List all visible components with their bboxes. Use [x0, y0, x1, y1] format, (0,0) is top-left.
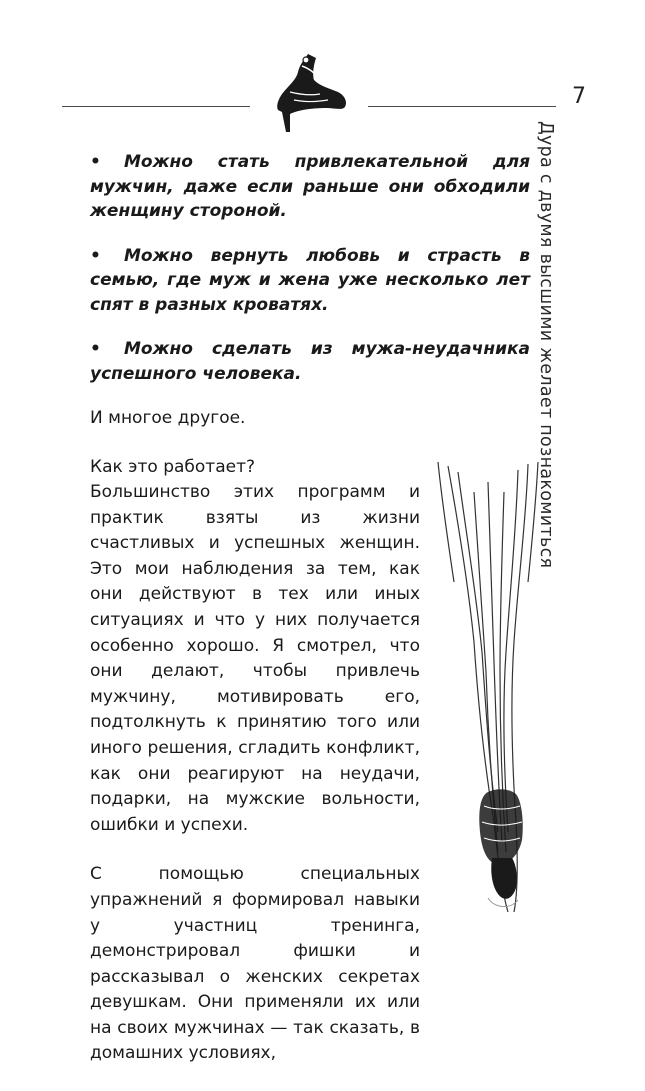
bullet-text: Можно сделать из мужа-неудачника успешного человека.: [90, 339, 530, 384]
main-text: [90, 150, 530, 503]
header-rule-left: [62, 106, 250, 107]
paragraph: Большинство этих программ и практик взяты из жизни счастливых и успешных женщин. Это мои наблюдения за тем, как они действуют в тех или иных ситуациях и что у них получается особенно хорошо. Я смотрел, что они делают, чтобы привлечь мужчину, мотивировать его, подтолкнуть к принятию того или иного решения, сгладить конфликт, как они реагируют на неудачи, подарки, на мужские вольности, ошибки и успехи.: [90, 482, 420, 835]
paragraph: С помощью специальных упражнений я формировал навыки у участниц тренинга, демонстрировал фишки и рассказывал о женских секретах девушкам. Они применяли их или на своих мужчинах — так сказать, в домашних условиях,: [90, 864, 420, 1064]
body-text: [90, 480, 420, 1091]
paragraph-how-it-works: Как это работает?: [90, 456, 255, 477]
legs-sketch-illustration: [418, 462, 558, 922]
paragraph-and-more: И многое другое.: [90, 408, 246, 428]
page-number: 7: [572, 84, 586, 109]
bullet-marker: •: [90, 245, 101, 266]
list-item: [90, 244, 530, 318]
header-rule-right: [368, 106, 556, 107]
bullet-text: Можно вернуть любовь и страсть в семью, где муж и жена уже несколько лет спят в разных кроватях.: [90, 245, 530, 315]
high-heel-shoe-icon: [268, 50, 352, 136]
running-title: Дура с двумя высшими желает познакомиться: [536, 121, 556, 569]
bullet-marker: •: [90, 152, 101, 172]
bullet-marker: •: [90, 339, 101, 359]
bullet-list: [90, 150, 530, 386]
bullet-text: Можно стать привлекательной для мужчин, даже если раньше они обходили женщину стороной.: [90, 152, 530, 221]
list-item: [90, 337, 530, 386]
list-item: [90, 150, 530, 224]
